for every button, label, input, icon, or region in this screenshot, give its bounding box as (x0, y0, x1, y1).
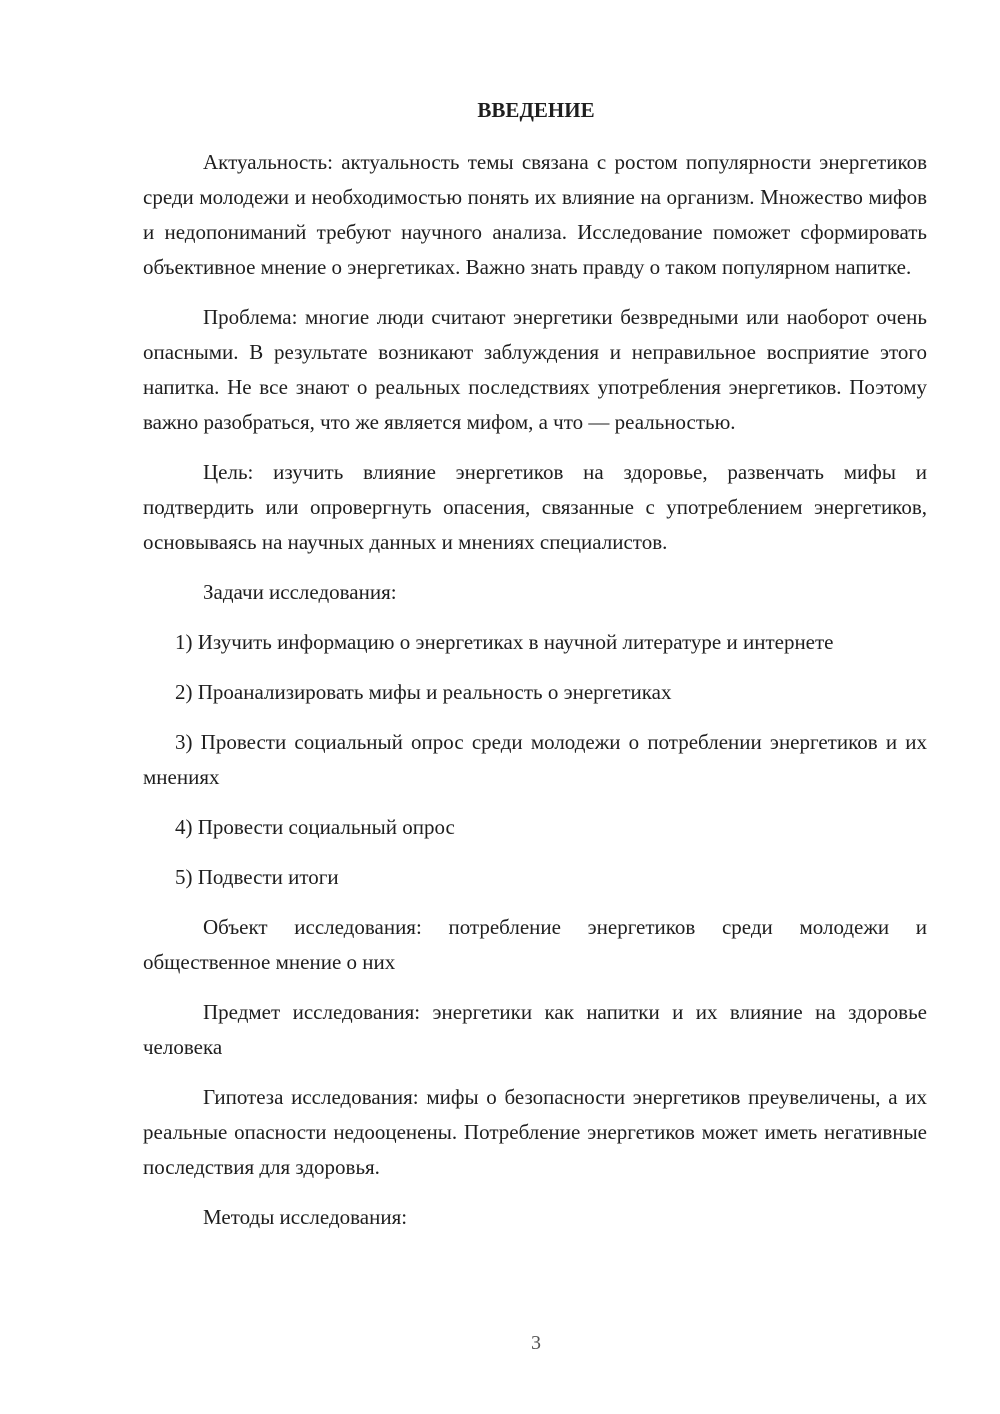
methods-heading: Методы исследования: (203, 1205, 408, 1229)
task-item-4: 4) Провести социальный опрос (175, 815, 455, 839)
section-heading: ВВЕДЕНИЕ (477, 98, 595, 122)
task-item-5: 5) Подвести итоги (175, 865, 339, 889)
problem-paragraph: Проблема: многие люди считают энергетики безвредными или наоборот очень опасными. В результате возникают заблуждения и неправильное восприятие этого напитка. Не все знают о реальных последствиях употребления энергетиков. Поэтому важно разобраться, что же является мифом, а что — реальностью. (143, 305, 927, 434)
hypothesis-paragraph: Гипотеза исследования: мифы о безопасности энергетиков преувеличены, а их реальные опасности недооценены. Потребление энергетиков может иметь негативные последствия для здоровья. (143, 1085, 927, 1179)
tasks-heading: Задачи исследования: (203, 580, 397, 604)
task-item-2: 2) Проанализировать мифы и реальность о энергетиках (175, 680, 672, 704)
task-item-1: 1) Изучить информацию о энергетиках в научной литературе и интернете (175, 630, 834, 654)
document-page (143, 95, 927, 1250)
goal-paragraph: Цель: изучить влияние энергетиков на здоровье, развенчать мифы и подтвердить или опровергнуть опасения, связанные с употреблением энергетиков, основываясь на научных данных и мнениях специалистов. (143, 460, 927, 554)
object-paragraph: Объект исследования: потребление энергетиков среди молодежи и общественное мнение о них (143, 915, 927, 974)
task-item-3: 3) Провести социальный опрос среди молодежи о потреблении энергетиков и их мнениях (143, 730, 927, 789)
page-number: 3 (531, 1332, 541, 1354)
relevance-paragraph: Актуальность: актуальность темы связана с ростом популярности энергетиков среди молодежи и необходимостью понять их влияние на организм. Множество мифов и недопониманий требуют научного анализа. Исследование поможет сформировать объективное мнение о энергетиках. Важно знать правду о таком популярном напитке. (143, 150, 927, 279)
subject-paragraph: Предмет исследования: энергетики как напитки и их влияние на здоровье человека (143, 1000, 927, 1059)
